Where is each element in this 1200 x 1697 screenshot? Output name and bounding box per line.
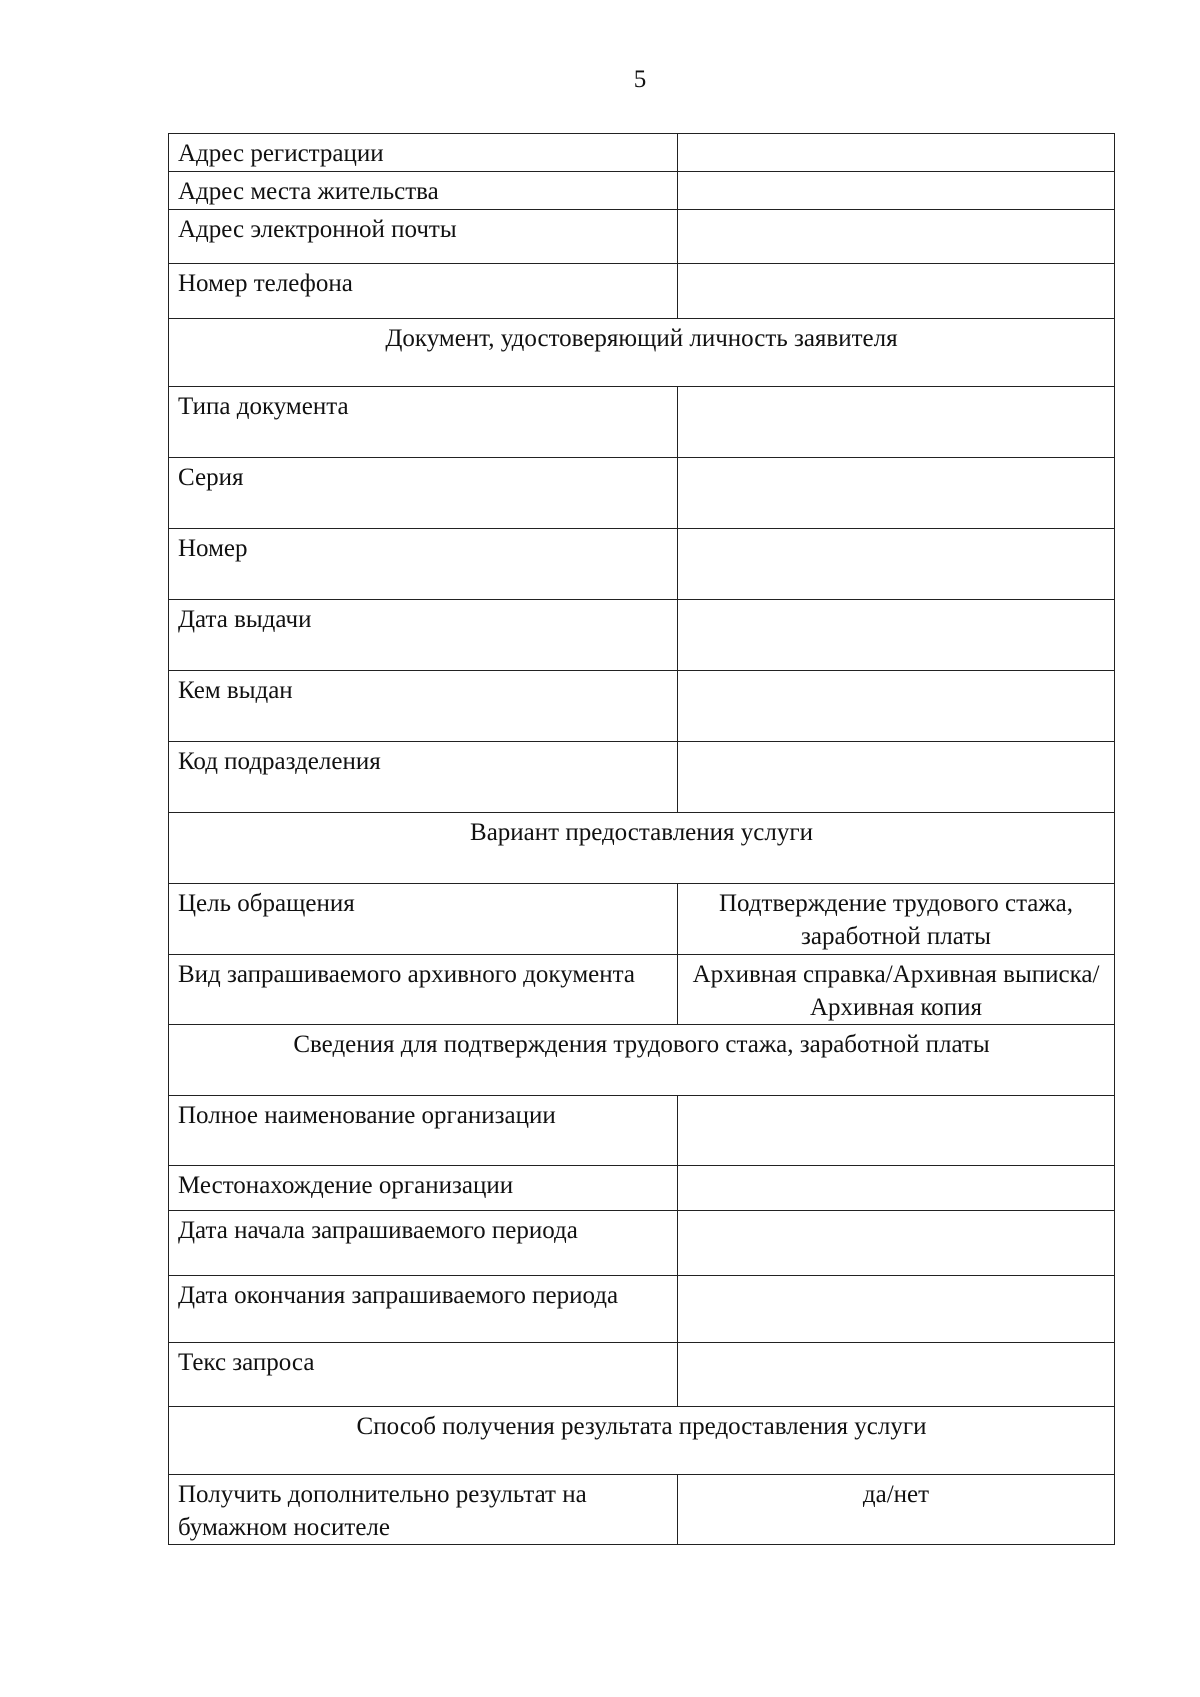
table-row <box>169 1166 1115 1211</box>
field-label: Цель обращения <box>169 884 678 955</box>
field-value[interactable] <box>678 742 1115 813</box>
field-label: Номер телефона <box>169 264 678 319</box>
section-header-row <box>169 1407 1115 1475</box>
field-label: Номер <box>169 529 678 600</box>
field-label: Вид запрашиваемого архивного документа <box>169 955 678 1025</box>
field-value[interactable] <box>678 600 1115 671</box>
field-label: Получить дополнительно результат на бумажном носителе <box>169 1475 678 1545</box>
field-label: Код подразделения <box>169 742 678 813</box>
table-row <box>169 529 1115 600</box>
table-row <box>169 1276 1115 1343</box>
field-label: Местонахождение организации <box>169 1166 678 1211</box>
field-value[interactable] <box>678 210 1115 264</box>
table-row <box>169 955 1115 1025</box>
field-value[interactable] <box>678 387 1115 458</box>
section-title: Документ, удостоверяющий личность заявителя <box>169 319 1115 387</box>
table-row <box>169 1475 1115 1545</box>
section-title: Сведения для подтверждения трудового стажа, заработной платы <box>169 1025 1115 1096</box>
field-value[interactable] <box>678 1211 1115 1276</box>
section-title: Вариант предоставления услуги <box>169 813 1115 884</box>
table-row <box>169 600 1115 671</box>
section-header-row <box>169 319 1115 387</box>
field-value[interactable] <box>678 172 1115 210</box>
field-value[interactable] <box>678 1343 1115 1407</box>
table-row <box>169 458 1115 529</box>
field-value[interactable] <box>678 264 1115 319</box>
field-label: Типа документа <box>169 387 678 458</box>
table-row <box>169 172 1115 210</box>
table-row <box>169 134 1115 172</box>
field-value[interactable] <box>678 458 1115 529</box>
table-row <box>169 210 1115 264</box>
field-value[interactable] <box>678 1166 1115 1211</box>
field-label: Дата выдачи <box>169 600 678 671</box>
field-label: Полное наименование организации <box>169 1096 678 1166</box>
field-label: Адрес регистрации <box>169 134 678 172</box>
field-label: Серия <box>169 458 678 529</box>
field-value: Подтверждение трудового стажа, заработной платы <box>678 884 1115 955</box>
field-label: Дата окончания запрашиваемого периода <box>169 1276 678 1343</box>
field-label: Дата начала запрашиваемого периода <box>169 1211 678 1276</box>
field-label: Кем выдан <box>169 671 678 742</box>
field-value[interactable] <box>678 1276 1115 1343</box>
field-label: Текс запроса <box>169 1343 678 1407</box>
table-row <box>169 387 1115 458</box>
field-value[interactable] <box>678 671 1115 742</box>
table-row <box>169 884 1115 955</box>
field-value[interactable] <box>678 1096 1115 1166</box>
section-title: Способ получения результата предоставления услуги <box>169 1407 1115 1475</box>
field-label: Адрес места жительства <box>169 172 678 210</box>
field-label: Адрес электронной почты <box>169 210 678 264</box>
section-header-row <box>169 1025 1115 1096</box>
field-value[interactable] <box>678 134 1115 172</box>
field-value[interactable] <box>678 529 1115 600</box>
table-row <box>169 742 1115 813</box>
page-number: 5 <box>633 66 647 93</box>
field-value: Архивная справка/Архивная выписка/Архивная копия <box>678 955 1115 1025</box>
table-row <box>169 264 1115 319</box>
field-value[interactable]: да/нет <box>678 1475 1115 1545</box>
table-row <box>169 671 1115 742</box>
table-row <box>169 1211 1115 1276</box>
table-row <box>169 1096 1115 1166</box>
table-row <box>169 1343 1115 1407</box>
section-header-row <box>169 813 1115 884</box>
application-form-table <box>168 133 1115 1545</box>
